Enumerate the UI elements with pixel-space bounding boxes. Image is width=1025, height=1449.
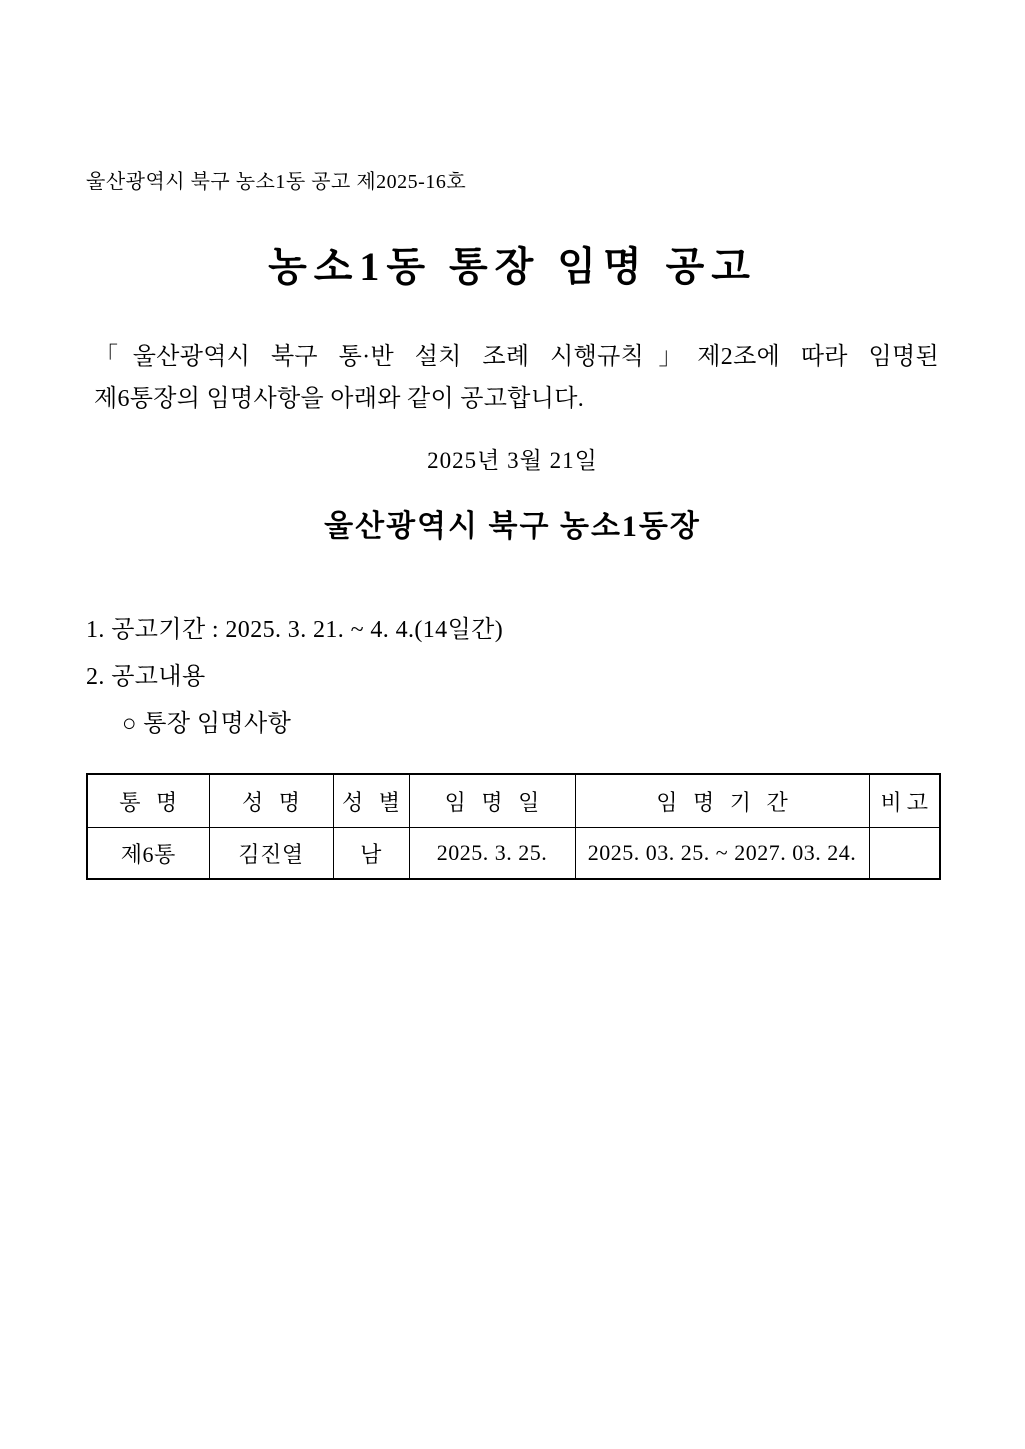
subitem-appointment-details: ○ 통장 임명사항 (122, 710, 292, 737)
table-row (87, 828, 940, 880)
cell-name: 김진열 (209, 828, 333, 880)
document-number: 울산광역시 북구 농소1동 공고 제2025-16호 (86, 171, 467, 193)
header-sex: 성 별 (333, 774, 409, 828)
header-appointment-date: 임 명 일 (409, 774, 575, 828)
header-tong: 통 명 (87, 774, 209, 828)
appointment-table-wrapper (86, 773, 939, 880)
appointment-table (86, 773, 941, 880)
cell-appointment-term: 2025. 03. 25. ~ 2027. 03. 24. (575, 828, 869, 880)
items-list (86, 607, 939, 747)
page-title: 농소1동 통장 임명 공고 (268, 244, 757, 289)
cell-sex: 남 (333, 828, 409, 880)
cell-tong: 제6통 (87, 828, 209, 880)
header-appointment-term: 임 명 기 간 (575, 774, 869, 828)
item-announcement-content: 2. 공고내용 (86, 663, 206, 690)
table-header-row (87, 774, 940, 828)
table-head (87, 774, 940, 828)
announcement-date: 2025년 3월 21일 (427, 448, 598, 473)
table-body (87, 828, 940, 880)
intro-line-2: 제6통장의 임명사항을 아래와 같이 공고합니다. (94, 386, 584, 412)
item-announcement-period: 1. 공고기간 : 2025. 3. 21. ~ 4. 4.(14일간) (86, 617, 504, 643)
cell-appointment-date: 2025. 3. 25. (409, 828, 575, 880)
intro-paragraph (86, 336, 939, 420)
header-name: 성 명 (209, 774, 333, 828)
intro-line-1: 「울산광역시 북구 통·반 설치 조례 시행규칙」제2조에 따라 임명된 (94, 344, 939, 370)
issuer-name: 울산광역시 북구 농소1동장 (324, 510, 701, 543)
cell-note (869, 828, 940, 880)
header-note: 비고 (869, 774, 940, 828)
